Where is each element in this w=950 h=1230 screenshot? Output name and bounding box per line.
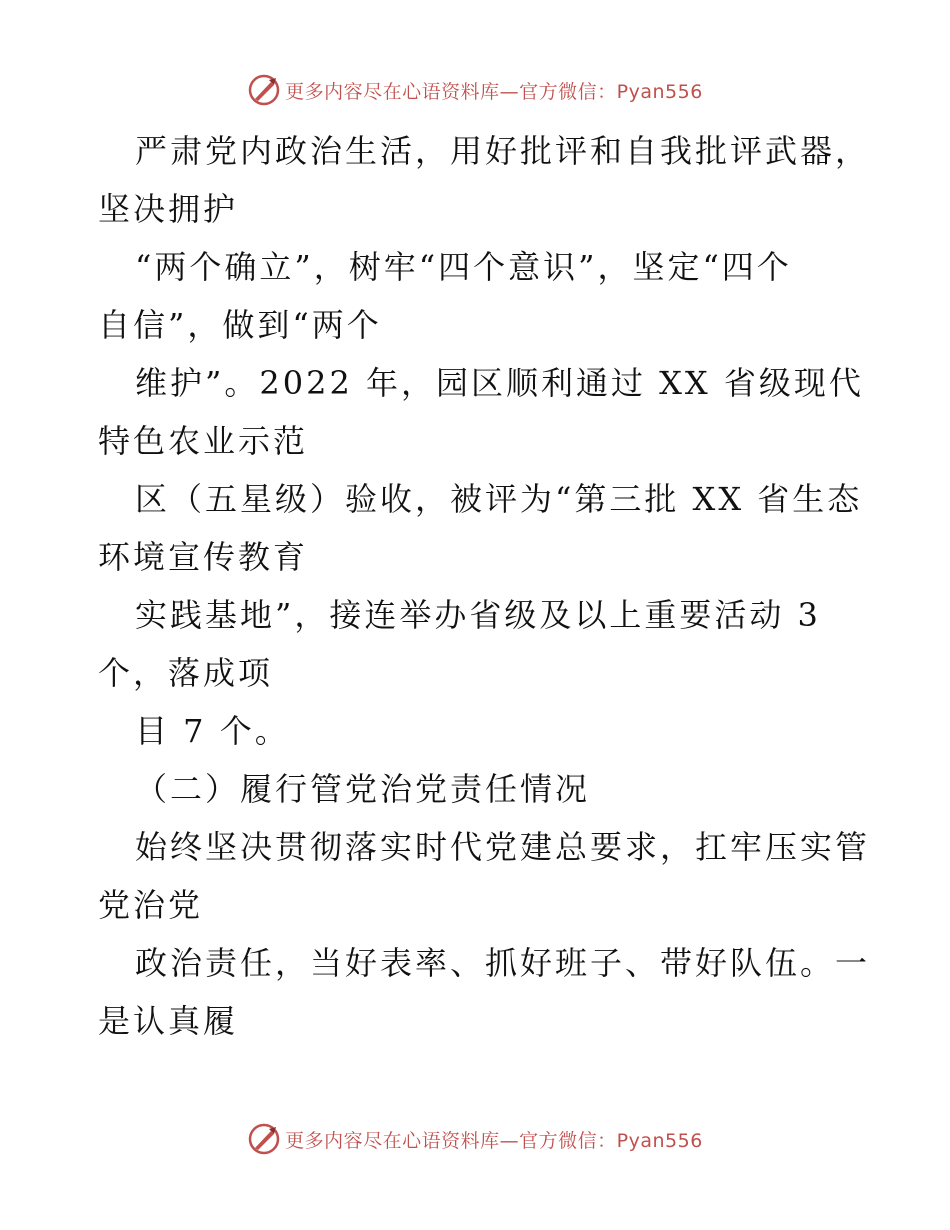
text-line: 环境宣传教育: [98, 538, 309, 576]
text-line: 区（五星级）验收，被评为“第三批 XX 省生态: [135, 480, 863, 518]
text-line: 特色农业示范: [98, 422, 309, 460]
text-line: 政治责任，当好表率、抓好班子、带好队伍。一: [135, 944, 871, 982]
text-line: 始终坚决贯彻落实时代党建总要求，扛牢压实管: [135, 828, 871, 866]
text-line: 严肃党内政治生活，用好批评和自我批评武器，: [135, 132, 871, 170]
text-line: 是认真履: [98, 1002, 239, 1040]
banner-text: 更多内容尽在心语资料库—官方微信：Pyan556: [285, 80, 703, 103]
footer-banner: [0, 1119, 950, 1159]
banner-text: 更多内容尽在心语资料库—官方微信：Pyan556: [285, 1129, 703, 1152]
text-line: 个，落成项: [98, 654, 274, 692]
text-line: “两个确立”，树牢“四个意识”，坚定“四个: [135, 248, 792, 286]
document-body: [98, 122, 871, 1050]
text-line: 实践基地”，接连举办省级及以上重要活动 3: [135, 596, 821, 634]
text-line: 自信”，做到“两个: [98, 306, 382, 344]
text-line: （二）履行管党治党责任情况: [135, 770, 591, 808]
quill-logo-icon: [247, 1122, 281, 1156]
quill-logo-icon: [247, 73, 281, 107]
text-line: 维护”。2022 年，园区顺利通过 XX 省级现代: [135, 364, 864, 402]
text-line: 目 7 个。: [135, 712, 290, 750]
header-banner: [0, 70, 950, 110]
text-line: 党治党: [98, 886, 204, 924]
text-line: 坚决拥护: [98, 190, 239, 228]
